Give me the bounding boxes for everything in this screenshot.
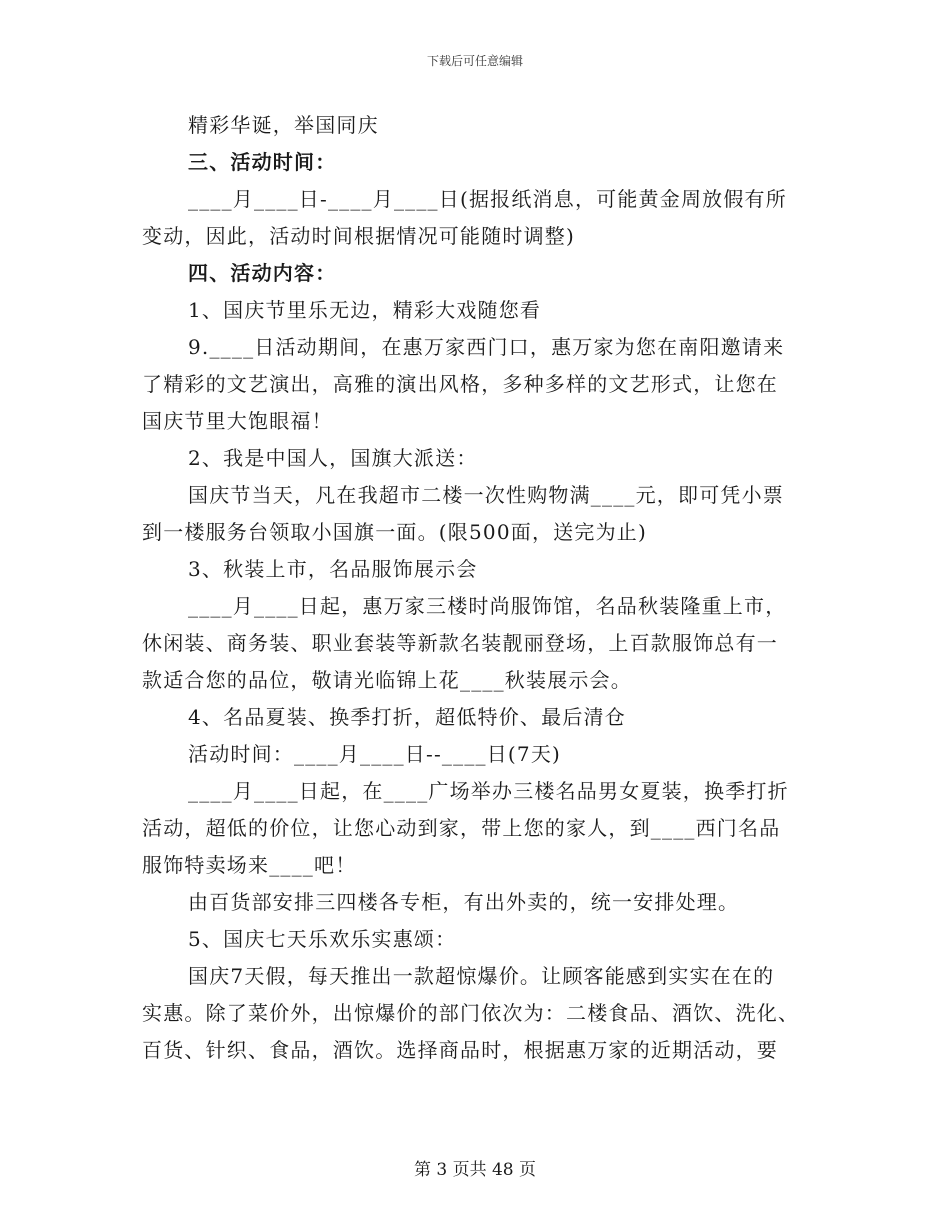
text-line: 国庆节当天，凡在我超市二楼一次性购物满____元，即可凭小票 (188, 483, 784, 507)
page-footer (0, 1155, 950, 1180)
text-line: 国庆节里大饱眼福！ (142, 409, 333, 433)
text-line: 3、秋装上市，名品服饰展示会 (188, 557, 478, 581)
text-line: 款适合您的品位，敬请光临锦上花____秋装展示会。 (142, 668, 632, 692)
text-line: 活动时间：____月____日--____日(7天) (188, 742, 562, 766)
page-number: 第 3 页共 48 页 (413, 1160, 537, 1180)
text-line: ____月____日-____月____日(据报纸消息，可能黄金周放假有所 (188, 187, 787, 211)
section-heading: 四、活动内容： (188, 261, 337, 285)
text-line: 2、我是中国人，国旗大派送： (188, 446, 478, 470)
text-line: 1、国庆节里乐无边，精彩大戏随您看 (188, 298, 542, 322)
text-line: 由百货部安排三四楼各专柜，有出外卖的，统一安排处理。 (188, 890, 740, 914)
text-line: 4、名品夏装、换季打折，超低特价、最后清仓 (188, 705, 626, 729)
document-body (142, 107, 802, 1069)
page-header (0, 52, 950, 69)
text-line: 精彩华诞，举国同庆 (188, 113, 379, 137)
text-line: 9.____日活动期间，在惠万家西门口，惠万家为您在南阳邀请来 (188, 335, 785, 359)
text-line: ____月____日起，惠万家三楼时尚服饰馆，名品秋装隆重上市， (188, 594, 787, 618)
text-line: 了精彩的文艺演出，高雅的演出风格，多种多样的文艺形式，让您在 (142, 372, 778, 396)
section-heading: 三、活动时间： (188, 150, 337, 174)
text-line: 休闲装、商务装、职业套装等新款名装靓丽登场，上百款服饰总有一 (142, 631, 778, 655)
text-line: 百货、针织、食品，酒饮。选择商品时，根据惠万家的近期活动，要 (142, 1038, 778, 1062)
text-line: 国庆7天假，每天推出一款超惊爆价。让顾客能感到实实在在的 (188, 964, 775, 988)
text-line: 5、国庆七天乐欢乐实惠颂： (188, 927, 457, 951)
text-line: 活动，超低的价位，让您心动到家，带上您的家人，到____西门名品 (142, 816, 781, 840)
text-line: 变动，因此，活动时间根据情况可能随时调整) (142, 224, 576, 248)
text-line: 到一楼服务台领取小国旗一面。(限500面，送完为止) (142, 520, 647, 544)
header-note: 下载后可任意编辑 (426, 54, 523, 68)
text-line: 实惠。除了菜价外，出惊爆价的部门依次为：二楼食品、酒饮、洗化、 (142, 1001, 800, 1025)
text-line: 服饰特卖场来____吧！ (142, 853, 357, 877)
text-line: ____月____日起，在____广场举办三楼名品男女夏装，换季打折 (188, 779, 789, 803)
